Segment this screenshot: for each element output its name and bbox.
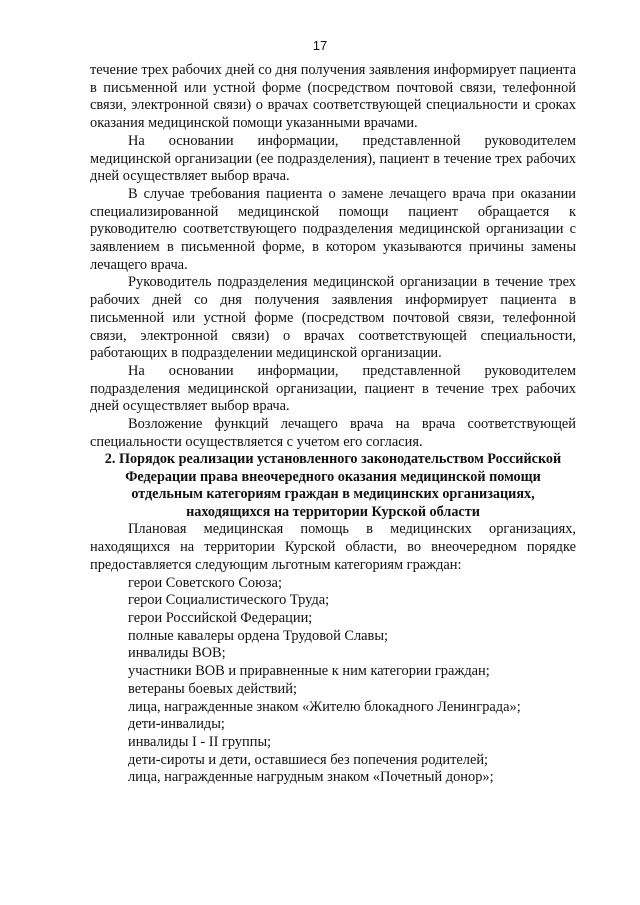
list-item: инвалиды I - II группы; [128,733,272,750]
paragraph: Руководитель подразделения медицинской организации в течение трех рабочих дней со дня получения заявления информирует пациента в письменной или устной форме (посредством почтовой связи, телефонной связи, электронной связи) о врачах соответствующей специальности, работающих в подразделении медицинской организации. [90,274,576,362]
list-item: инвалиды ВОВ; [128,645,226,662]
list-item: полные кавалеры ордена Трудовой Славы; [128,627,389,644]
list-item: участники ВОВ и приравненные к ним категории граждан; [128,663,490,680]
page-number: 17 [312,38,328,53]
paragraph: В случае требования пациента о замене лечащего врача при оказании специализированной медицинской помощи пациент обращается к руководителю соответствующего подразделения медицинской организации с заявлением в письменной форме, в котором указываются причины замены лечащего врача. [90,185,576,273]
list-item: дети-инвалиды; [128,716,225,733]
list-item: герои Советского Союза; [128,574,282,591]
list-item: лица, награжденные знаком «Жителю блокадного Ленинграда»; [128,698,521,715]
paragraph: Возложение функций лечащего врача на врача соответствующей специальности осуществляется с учетом его согласия. [90,416,576,450]
section-heading: 2. Порядок реализации установленного законодательством Российской Федерации права внеочередного оказания медицинской помощи отдельным категориям граждан в медицинских организациях, находящихся на территории Курской области [104,451,562,520]
document-body [90,62,576,787]
list-item: лица, награжденные нагрудным знаком «Почетный донор»; [128,769,494,786]
categories-list [90,575,576,787]
list-item: ветераны боевых действий; [128,680,297,697]
intro-paragraph: Плановая медицинская помощь в медицинских организациях, находящихся на территории Курской области, во внеочередном порядке предоставляется следующим льготным категориям граждан: [90,521,576,573]
list-item: герои Социалистического Труда; [128,592,330,609]
list-item: герои Российской Федерации; [128,609,313,626]
paragraph: На основании информации, представленной руководителем подразделения медицинской организации, пациент в течение трех рабочих дней осуществляет выбор врача. [90,362,576,415]
paragraph: течение трех рабочих дней со дня получения заявления информирует пациента в письменной или устной форме (посредством почтовой связи, телефонной связи, электронной связи) о врачах соответствующей специальности и сроках оказания медицинской помощи указанными врачами. [90,62,576,132]
paragraph: На основании информации, представленной руководителем медицинской организации (ее подразделения), пациент в течение трех рабочих дней осуществляет выбор врача. [90,132,576,185]
list-item: дети-сироты и дети, оставшиеся без попечения родителей; [128,751,489,768]
